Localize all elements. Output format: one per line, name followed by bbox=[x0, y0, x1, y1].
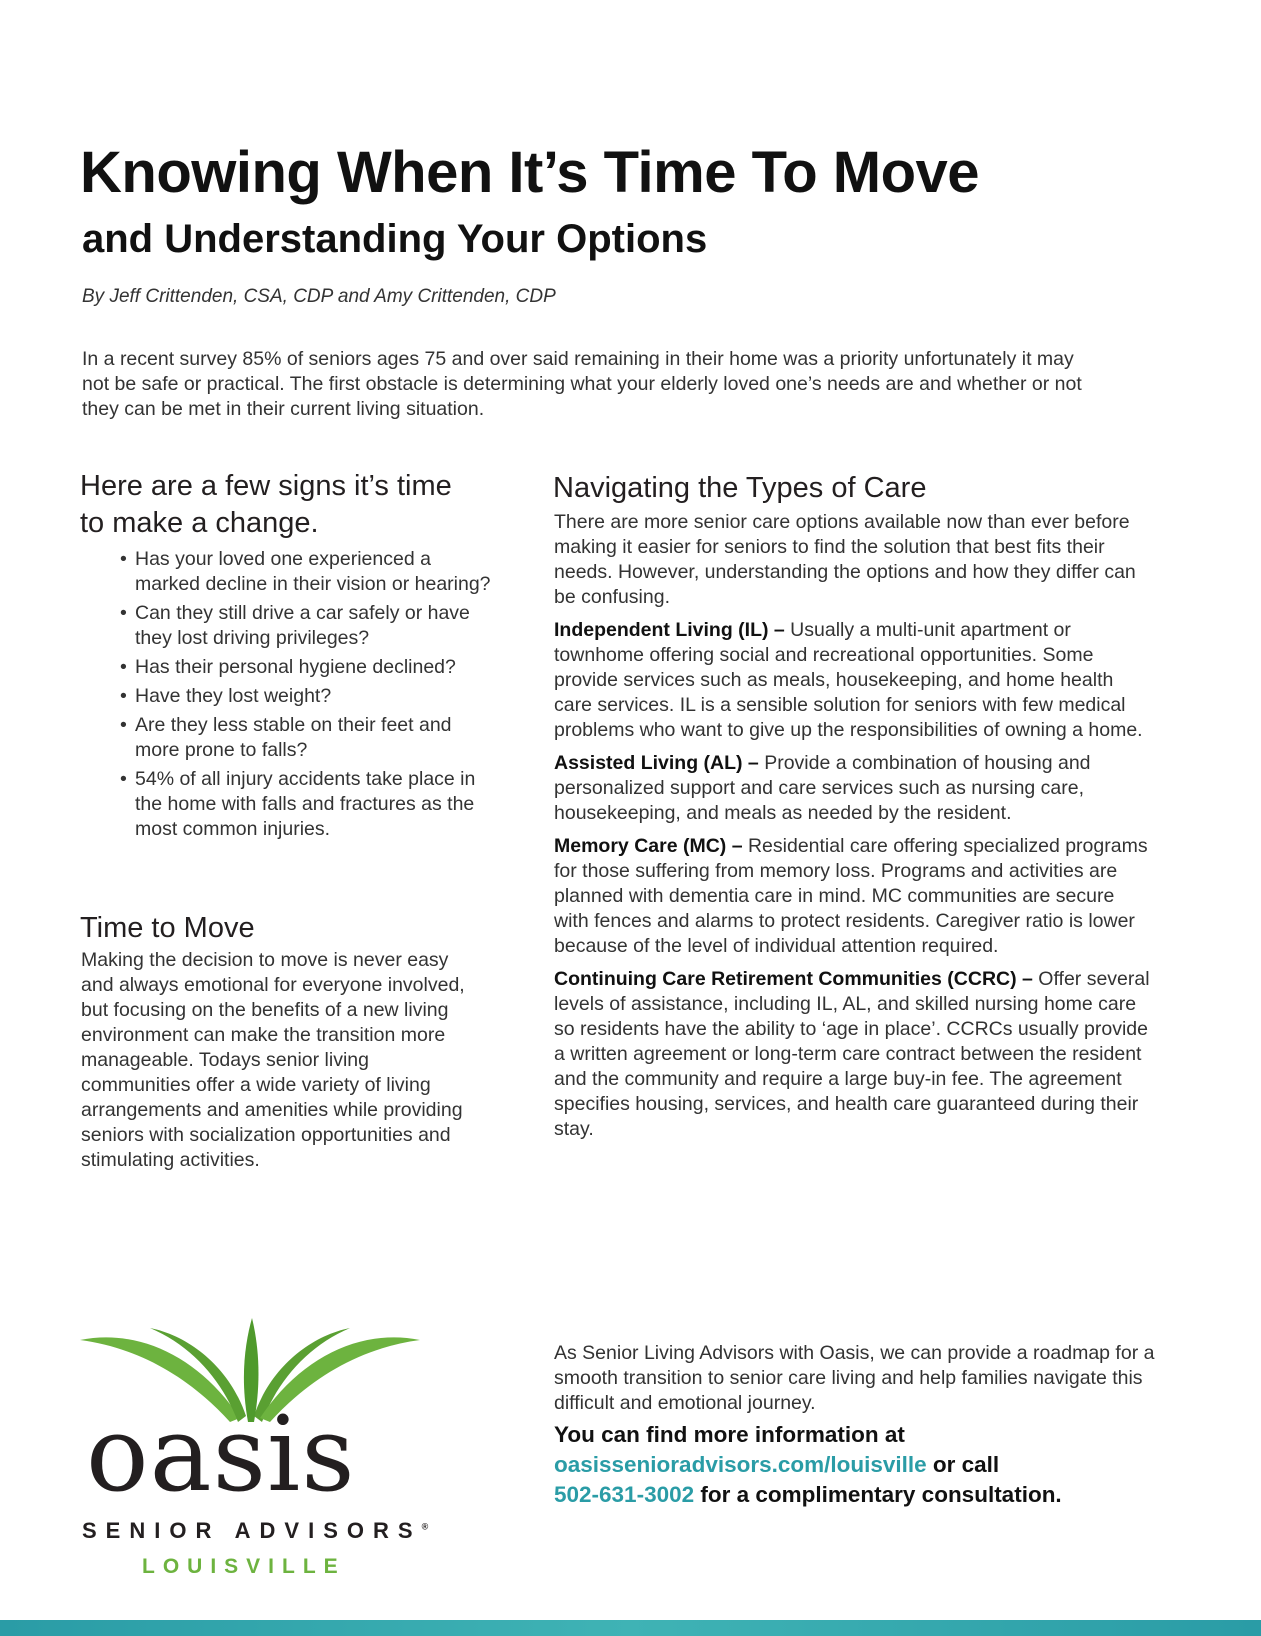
intro-paragraph: In a recent survey 85% of seniors ages 75 and over said remaining in their home was a priority unfortunately it may not be safe or practical. The first obstacle is determining what your elderly loved one’s needs are and whether or not they can be met in their current living situation. bbox=[82, 348, 1082, 420]
care-type-assisted bbox=[554, 751, 1154, 826]
footer-paragraph: As Senior Living Advisors with Oasis, we can provide a roadmap for a smooth transition to senior care living and help families navigate this difficult and emotional journey. bbox=[554, 1342, 1155, 1414]
page-subtitle: and Understanding Your Options bbox=[82, 217, 708, 261]
list-item: • Can they still drive a car safely or have they lost driving privileges? bbox=[120, 601, 500, 651]
care-type-ccrc bbox=[554, 967, 1154, 1142]
cta-lead: You can find more information at bbox=[554, 1422, 905, 1447]
cta-mid: or call bbox=[926, 1452, 1000, 1477]
care-type-text: Provide a combination of housing and personalized support and care services such as nursing care, housekeeping, and meals as needed by the resident. bbox=[554, 752, 1091, 824]
care-type-memory bbox=[554, 834, 1154, 959]
signs-heading: Here are a few signs it’s time to make a change. bbox=[80, 470, 452, 539]
care-type-independent bbox=[554, 618, 1154, 743]
move-heading: Time to Move bbox=[80, 912, 255, 944]
cta-tail: for a complimentary consultation. bbox=[694, 1482, 1062, 1507]
footer-section bbox=[554, 1341, 1174, 1510]
care-type-label: Assisted Living (AL) – bbox=[554, 752, 759, 774]
page-title: Knowing When It’s Time To Move bbox=[80, 140, 980, 205]
list-item: • Has their personal hygiene declined? bbox=[120, 655, 500, 680]
list-item: • Have they lost weight? bbox=[120, 684, 500, 709]
logo-subline bbox=[82, 1518, 428, 1544]
call-to-action bbox=[554, 1420, 1174, 1510]
footer-bar bbox=[0, 1620, 1261, 1636]
care-section bbox=[554, 510, 1154, 1150]
care-type-text: Residential care offering specialized programs for those suffering from memory loss. Programs and activities are planned with dementia care in mind. MC communities are secure with fences and alarms to protect residents. Caregiver ratio is lower because of the level of individual attention required. bbox=[554, 835, 1148, 957]
logo-subline-text: SENIOR ADVISORS bbox=[82, 1518, 422, 1543]
logo-wordmark: oasis bbox=[86, 1393, 356, 1515]
care-heading: Navigating the Types of Care bbox=[553, 472, 927, 504]
list-item: • Has your loved one experienced a marked decline in their vision or hearing? bbox=[120, 547, 500, 597]
care-type-label: Continuing Care Retirement Communities (CCRC) – bbox=[554, 968, 1033, 990]
phone-link[interactable]: 502-631-3002 bbox=[554, 1482, 695, 1507]
oasis-logo bbox=[70, 1318, 430, 1588]
care-type-text: Usually a multi-unit apartment or townhome offering social and recreational opportunities. Some provide services such as meals, housekeeping, and home health care services. IL is a sensible solution for seniors with few medical problems who want to give up the responsibilities of owning a home. bbox=[554, 619, 1143, 741]
registered-mark: ® bbox=[421, 1521, 429, 1532]
care-type-text: Offer several levels of assistance, including IL, AL, and skilled nursing home care so residents have the ability to ‘age in place’. CCRCs usually provide a written agreement or long-term care contract between the resident and the community and require a large buy-in fee. The agreement specifies housing, services, and health care guaranteed during their stay. bbox=[554, 968, 1150, 1140]
list-item: • 54% of all injury accidents take place in the home with falls and fractures as the most common injuries. bbox=[120, 767, 500, 842]
care-type-label: Independent Living (IL) – bbox=[554, 619, 785, 641]
logo-city: LOUISVILLE bbox=[142, 1555, 346, 1578]
website-link[interactable]: oasissenioradvisors.com/louisville bbox=[554, 1452, 927, 1477]
care-intro: There are more senior care options available now than ever before making it easier for seniors to find the solution that best fits their needs. However, understanding the options and how they differ can be confusing. bbox=[554, 511, 1136, 608]
move-paragraph: Making the decision to move is never easy and always emotional for everyone involved, but focusing on the benefits of a new living environment can make the transition more manageable. Todays senior living communities offer a wide variety of living arrangements and amenities while providing seniors with socialization opportunities and stimulating activities. bbox=[81, 949, 465, 1171]
care-type-label: Memory Care (MC) – bbox=[554, 835, 743, 857]
list-item: • Are they less stable on their feet and more prone to falls? bbox=[120, 713, 500, 763]
signs-list bbox=[120, 547, 500, 846]
byline: By Jeff Crittenden, CSA, CDP and Amy Crittenden, CDP bbox=[82, 286, 556, 307]
